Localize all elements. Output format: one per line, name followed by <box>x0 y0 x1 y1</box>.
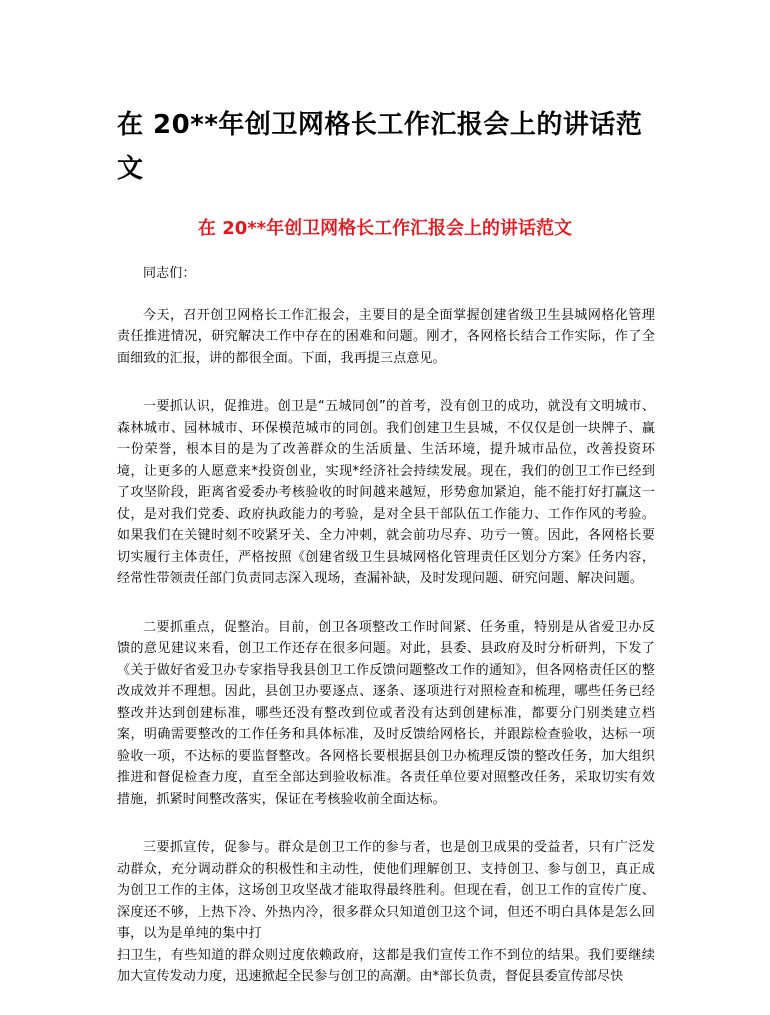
paragraph-point-three-continued: 扫卫生，有些知道的群众则过度依赖政府，这都是我们宣传工作不到位的结果。我们要继续加大宣传发动力度，迅速掀起全民参与创卫的高潮。由*部长负责，督促县委宣传部尽快 <box>117 947 655 984</box>
document-body <box>117 263 655 1015</box>
paragraph-point-one: 一要抓认识，促推进。创卫是“五城同创”的首考，没有创卫的成功，就没有文明城市、森林城市、园林城市、环保模范城市的同创。我们创建卫生县城，不仅仅是创一块牌子、赢一份荣誉，根本目的是为了改善群众的生活质量、生活环境，提升城市品位，改善投资环境，让更多的人愿意来*投资创业，实现*经济社会持续发展。现在，我们的创卫工作已经到了攻坚阶段，距离省爱委办考核验收的时间越来越短，形势愈加紧迫，能不能打好打赢这一仗，是对我们党委、政府执政能力的考验，是对全县干部队伍工作能力、工作作风的考验。如果我们在关键时刻不咬紧牙关、全力冲刺，就会前功尽弃、功亏一篑。因此，各网格长要切实履行主体责任，严格按照《创建省级卫生县城网格化管理责任区划分方案》任务内容，经常性带领责任部门负责同志深入现场，查漏补缺，及时发现问题、研究问题、解决问题。 <box>117 399 655 586</box>
paragraph-intro: 今天，召开创卫网格长工作汇报会，主要目的是全面掌握创建省级卫生县城网格化管理责任推进情况，研究解决工作中存在的困难和问题。刚才，各网格长结合工作实际，作了全面细致的汇报，讲的都很全面。下面，我再提三点意见。 <box>117 307 655 366</box>
document-subtitle: 在 20**年创卫网格长工作汇报会上的讲话范文 <box>197 218 573 239</box>
paragraph-point-three: 三要抓宣传，促参与。群众是创卫工作的参与者，也是创卫成果的受益者，只有广泛发动群众，充分调动群众的积极性和主动性，使他们理解创卫、支持创卫、参与创卫，真正成为创卫工作的主体，这场创卫攻坚战才能取得最终胜利。但现在看，创卫工作的宣传广度、深度还不够，上热下冷、外热内冷，很多群众只知道创卫这个词，但还不明白具体是怎么回事，以为是单纯的集中打 <box>117 840 655 941</box>
document-title: 在 20**年创卫网格长工作汇报会上的讲话范文 <box>117 110 643 184</box>
paragraph-point-two: 二要抓重点，促整治。目前，创卫各项整改工作时间紧、任务重，特别是从省爱卫办反馈的意见建议来看，创卫工作还存在很多问题。对此，县委、县政府及时分析研判，下发了《关于做好省爱卫办专家指导我县创卫工作反馈问题整改工作的通知》，但各网格责任区的整改成效并不理想。因此，县创卫办要逐点、逐条、逐项进行对照检查和梳理，哪些任务已经整改并达到创建标准，哪些还没有整改到位或者没有达到创建标准，都要分门别类建立档案，明确需要整改的工作任务和具体标准，及时反馈给网格长，并跟踪检查验收，达标一项验收一项，不达标的要监督整改。各网格长要根据县创卫办梳理反馈的整改任务，加大组织推进和督促检查力度，直至全部达到验收标准。各责任单位要对照整改任务，采取切实有效措施，抓紧时间整改落实，保证在考核验收前全面达标。 <box>117 619 655 807</box>
salutation: 同志们： <box>143 266 196 281</box>
